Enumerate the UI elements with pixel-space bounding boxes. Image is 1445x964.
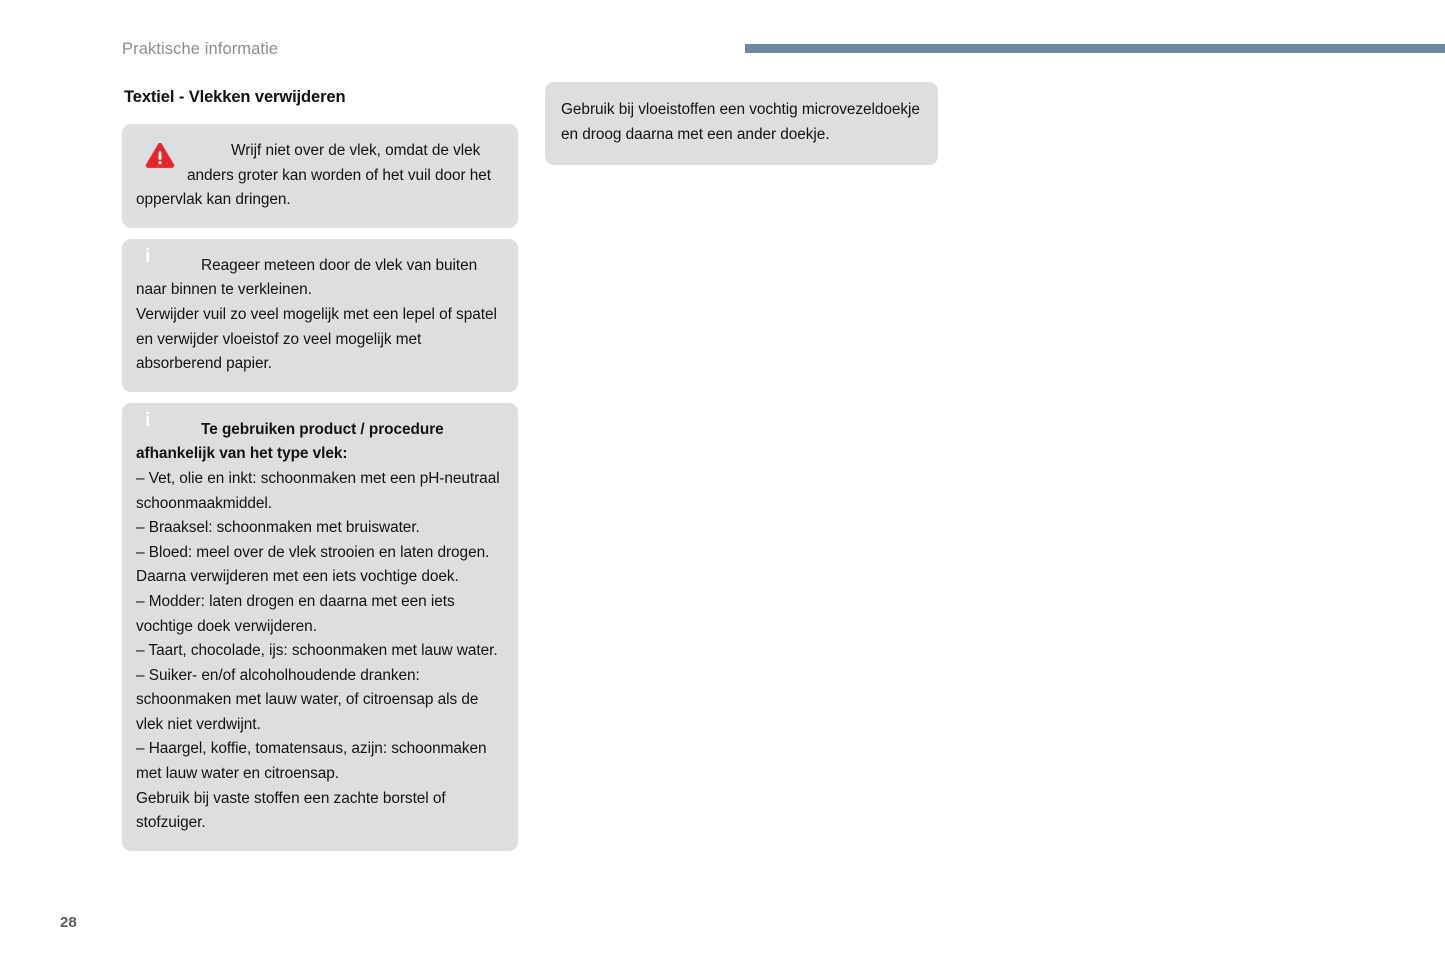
callout-warning-text: Wrijf niet over de vlek, omdat de vlek anders groter kan worden of het vuil door het oppervlak kan dringen. <box>136 142 492 209</box>
page-number: 28 <box>60 914 77 931</box>
callout-info-react-text-1: Reageer meteen door de vlek van buiten naar binnen te verkleinen. <box>136 256 478 299</box>
stain-item: – Suiker- en/of alcoholhoudende dranken: schoonmaken met lauw water, of citroensap als de vlek niet verdwijnt. <box>136 666 479 733</box>
page-title: Textiel - Vlekken verwijderen <box>124 88 346 106</box>
callout-warning <box>122 124 518 228</box>
callout-liquids <box>545 82 938 165</box>
stain-item: – Modder: laten drogen en daarna met een iets vochtige doek verwijderen. <box>136 592 455 635</box>
warning-triangle-icon <box>145 142 175 174</box>
stain-item: – Haargel, koffie, tomatensaus, azijn: schoonmaken met lauw water en citroensap. <box>136 740 487 783</box>
running-head: Praktische informatie <box>122 40 279 58</box>
callout-liquids-text: Gebruik bij vloeistoffen een vochtig microvezeldoekje en droog daarna met een ander doekje. <box>561 101 920 143</box>
callout-info-products-heading: Te gebruiken product / procedure afhankelijk van het type vlek: <box>136 420 444 463</box>
callout-info-products-closing: Gebruik bij vaste stoffen een zachte borstel of stofzuiger. <box>136 789 446 832</box>
stain-item: – Taart, chocolade, ijs: schoonmaken met lauw water. <box>136 642 498 660</box>
left-column <box>122 88 518 862</box>
callout-info-react <box>122 239 518 392</box>
stain-item: – Vet, olie en inkt: schoonmaken met een pH-neutraal schoonmaakmiddel. <box>136 469 500 512</box>
stain-item: – Braaksel: schoonmaken met bruiswater. <box>136 519 420 537</box>
stain-item: – Bloed: meel over de vlek strooien en laten drogen. Daarna verwijderen met een iets vochtige doek. <box>136 543 490 586</box>
callout-info-products <box>122 403 518 851</box>
header-accent-rule <box>745 44 1445 53</box>
right-column <box>545 82 938 165</box>
page-header <box>0 0 1445 80</box>
callout-info-react-text-2: Verwijder vuil zo veel mogelijk met een lepel of spatel en verwijder vloeistof zo veel mogelijk met absorberend papier. <box>136 305 497 373</box>
